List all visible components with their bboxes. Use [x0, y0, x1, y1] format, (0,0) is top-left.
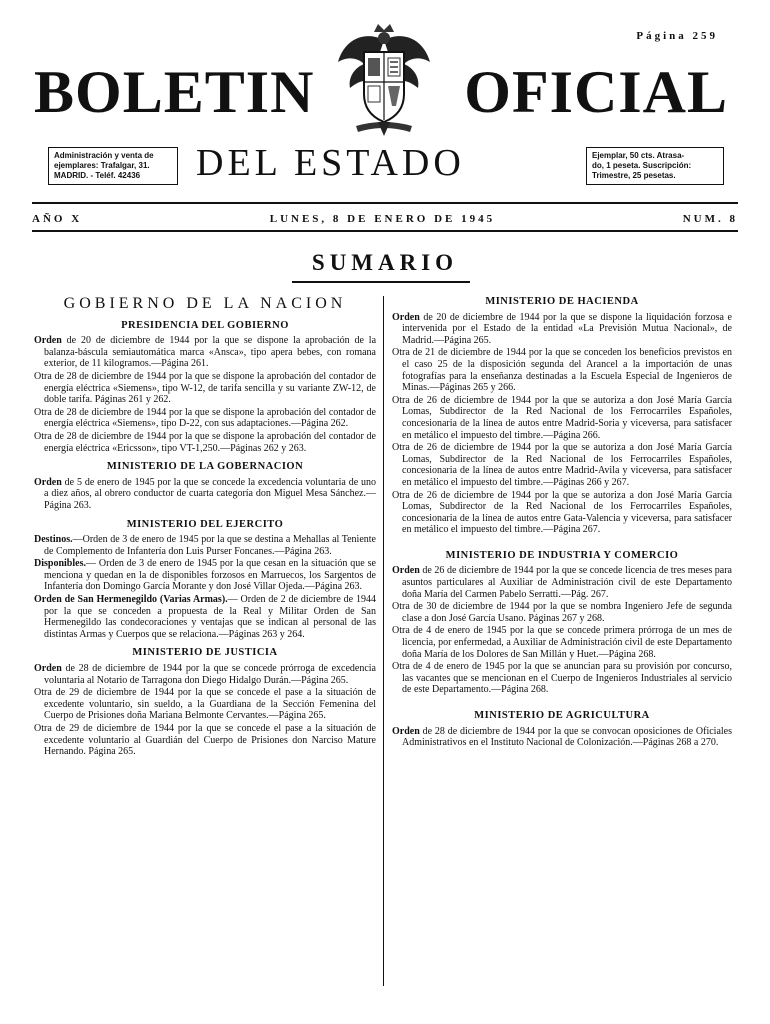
- masthead-title-left: BOLETIN: [34, 59, 315, 125]
- summary-entry: [392, 601, 732, 624]
- summary-entry: [34, 371, 376, 406]
- price-line: Trimestre, 25 pesetas.: [592, 171, 676, 180]
- header-rule-top: [32, 202, 738, 204]
- summary-entry: [34, 407, 376, 430]
- summary-entry: [392, 625, 732, 660]
- section-title: MINISTERIO DE INDUSTRIA Y COMERCIO: [445, 549, 679, 561]
- admin-line: MADRID. - Teléf. 42436: [54, 171, 141, 180]
- coat-of-arms-emblem: [334, 22, 434, 138]
- section-title: MINISTERIO DE AGRICULTURA: [474, 710, 650, 721]
- entry-text: Otra de 4 de enero de 1945 por la que se concede primera prórroga de un mes de licencia, por enfermedad, a Auxiliar de Administración civil de este Departamento doña María de los Dolores de San Millán y Huet.—Página 268.: [392, 625, 732, 660]
- left-column: [34, 296, 376, 759]
- price-line: do, 1 peseta. Suscripción:: [592, 161, 692, 170]
- entry-text: Otra de 26 de diciembre de 1944 por la que se autoriza a don José María García Lomas, Subdirector de la Red Nacional de los Ferrocarriles Españoles, concesionaria de la línea de autos entre Madrid-Avila y viceversa, para satisfacer en metálico el impuesto del timbre.—Páginas 266 y 267.: [392, 442, 732, 488]
- entry-text: Otra de 4 de enero de 1945 por la que se anuncian para su provisión por concurso, las vacantes que se mencionan en el Cuerpo de Ingenieros Industriales al servicio de este Departamento.—Página 268.: [392, 661, 732, 696]
- summary-entry: [34, 723, 376, 758]
- administration-info-box: [48, 147, 178, 185]
- entry-text: Otra de 28 de diciembre de 1944 por la que se dispone la aprobación del contador de energía eléctrica «Siemens», tipo D-22, con sus adaptaciones.—Página 262.: [34, 406, 376, 430]
- price-line: Ejemplar, 50 cts. Atrasa-: [592, 151, 685, 160]
- summary-entry: [34, 687, 376, 722]
- entry-text: Otra de 29 de diciembre de 1944 por la que se concede el pase a la situación de excedente voluntario al Guardián del Cuerpo de Prisiones don Narciso Mature Hernando. Página 265.: [34, 723, 376, 758]
- entry-lead: Destinos.: [34, 534, 73, 546]
- entry-lead: Orden: [34, 335, 62, 347]
- entry-text: Otra de 30 de diciembre de 1944 por la que se nombra Ingeniero Jefe de segunda clase a don José García Usano. Páginas 267 y 268.: [392, 601, 732, 624]
- entry-text: Otra de 29 de diciembre de 1944 por la que se concede el pase a la situación de excedente voluntario, sin sueldo, a la Guardiana de la Sección Femenina del Cuerpo de Prisiones doña Mariana Belmonte Cervantes.—Página 265.: [34, 687, 376, 722]
- entry-lead: Disponibles.: [34, 558, 86, 570]
- entry-text: de 20 de diciembre de 1944 por la que se dispone la liquidación forzosa e intervenida por el Estado de la entidad «La Previsión Mutua Nacional», de Madrid.—Página 265.: [402, 311, 732, 346]
- summary-entry: [34, 431, 376, 454]
- entry-text: — Orden de 3 de enero de 1945 por la que cesan en la situación que se menciona y quedan en la de disponibles forzosos en Marruecos, los Sargentos de Infantería don Domingo García Morante y don José Villar Ojeda.—Página 263.: [44, 558, 376, 593]
- entry-text: —Orden de 3 de enero de 1945 por la que se destina a Mehallas al Teniente de Complemento de Infantería don Luis Purser Foncanes.—Página 263.: [44, 534, 376, 557]
- entry-text: de 5 de enero de 1945 por la que se concede la excedencia voluntaria de uno a diez años, al obrero conductor de cuarta categoría don Miguel Mesa Sánchez.—Página 263.: [44, 476, 377, 511]
- entry-lead: Orden: [392, 311, 420, 323]
- entry-lead: Orden de San Hermenegildo (Varias Armas).: [34, 594, 228, 606]
- page-number: Página 259: [636, 30, 718, 42]
- section-title: MINISTERIO DE HACIENDA: [485, 296, 639, 307]
- entry-text: Otra de 28 de diciembre de 1944 por la que se dispone la aprobación del contador de energía eléctrica «Ericsson», tipo VT-1,250.—Páginas 262 y 263.: [34, 430, 376, 454]
- section-title: MINISTERIO DE LA GOBERNACION: [106, 461, 304, 473]
- summary-entry: [34, 594, 376, 640]
- entry-text: — Orden de 2 de diciembre de 1944 por la que se conceden a propuesta de la Real y Militar Orden de San Hermenegildo las condecoraciones y ventajas que se indican al personal de las distintas Armas y Cuerpos que se relaciona.—Páginas 263 y 264.: [44, 594, 376, 640]
- dateline: [32, 213, 738, 225]
- entry-text: de 26 de diciembre de 1944 por la que se concede licencia de tres meses para asuntos particulares al Auxiliar de Administración civil de este Departamento doña María del Carmen Pabelo Serratti.—Pág. 267.: [402, 565, 732, 600]
- summary-entry: [392, 565, 732, 600]
- summary-entry: [392, 490, 732, 536]
- government-heading: GOBIERNO DE LA NACION: [63, 295, 347, 312]
- header-rule-bottom: [32, 230, 738, 232]
- entry-text: Otra de 26 de diciembre de 1944 por la que se autoriza a don José María García Lomas, Subdirector de la Red Nacional de los Ferrocarriles Españoles, concesionaria de la línea de autos entre Gata-Valencia y viceversa, para satisfacer en metálico el impuesto del timbre.—Página 267.: [392, 489, 732, 536]
- entry-text: de 20 de diciembre de 1944 por la que se dispone la aprobación de la balanza-báscula semiautomática marca «Ansca», tipo apera bebes, con romana exterior, de 11 kilogramos.—Página 261.: [44, 335, 377, 370]
- right-column: [392, 296, 732, 750]
- section-title: PRESIDENCIA DEL GOBIERNO: [121, 319, 289, 331]
- issue-date: LUNES, 8 DE ENERO DE 1945: [269, 213, 496, 225]
- summary-heading: SUMARIO: [311, 250, 459, 275]
- section-title: MINISTERIO DE JUSTICIA: [132, 647, 278, 659]
- entry-text: Otra de 26 de diciembre de 1944 por la que se autoriza a don José María García Lomas, Subdirector de la Red Nacional de los Ferrocarriles Españoles, concesionaria de la línea de autos entre Madrid-Soria y viceversa, para satisfacer en metálico el impuesto del timbre.—Página 266.: [392, 394, 732, 441]
- entry-text: de 28 de diciembre de 1944 por la que se convocan oposiciones de Oficiales Administrativos en el Instituto Nacional de Colonización.—Páginas 268 a 270.: [402, 725, 732, 749]
- summary-entry: [392, 395, 732, 441]
- entry-lead: Orden: [392, 725, 420, 737]
- entry-lead: Orden: [392, 565, 420, 577]
- masthead-subtitle: DEL ESTADO: [196, 142, 465, 184]
- summary-entry: [34, 663, 376, 686]
- summary-entry: [34, 335, 376, 370]
- summary-entry: [392, 726, 732, 749]
- entry-text: Otra de 28 de diciembre de 1944 por la que se dispone la aprobación del contador de energía eléctrica «Siemens», tipo W-12, de tarifa sencilla y su variante ZW-12, de doble tarifa. Páginas 261 y 262.: [34, 370, 376, 406]
- summary-entry: [392, 661, 732, 696]
- year-label: AÑO X: [32, 213, 83, 225]
- summary-entry: [34, 534, 376, 557]
- entry-text: de 28 de diciembre de 1944 por la que se concede prórroga de excedencia voluntaria al Notario de Tarragona don Diego Hidalgo Durán.—Página 265.: [44, 663, 376, 686]
- entry-lead: Orden: [34, 663, 62, 675]
- masthead-title-right: OFICIAL: [464, 59, 728, 125]
- admin-line: ejemplares: Trafalgar, 31.: [54, 161, 150, 170]
- summary-entry: [34, 477, 376, 512]
- summary-entry: [392, 442, 732, 488]
- admin-line: Administración y venta de: [54, 151, 154, 160]
- column-divider: [383, 296, 384, 986]
- entry-text: Otra de 21 de diciembre de 1944 por la que se conceden los beneficios previstos en el caso 25 de la disposición segunda del Arancel a la importación de unas fotografías para la enseñanza destinadas a la Escuela Especial de Ingenieros de Minas.—Páginas 265 y 266.: [392, 347, 732, 394]
- summary-underline: [292, 281, 470, 283]
- entry-lead: Orden: [34, 476, 62, 488]
- price-info-box: [586, 147, 724, 185]
- summary-entry: [392, 312, 732, 347]
- summary-entry: [34, 558, 376, 593]
- issue-number: NUM. 8: [682, 213, 738, 225]
- section-title: MINISTERIO DEL EJERCITO: [126, 518, 284, 530]
- summary-entry: [392, 347, 732, 393]
